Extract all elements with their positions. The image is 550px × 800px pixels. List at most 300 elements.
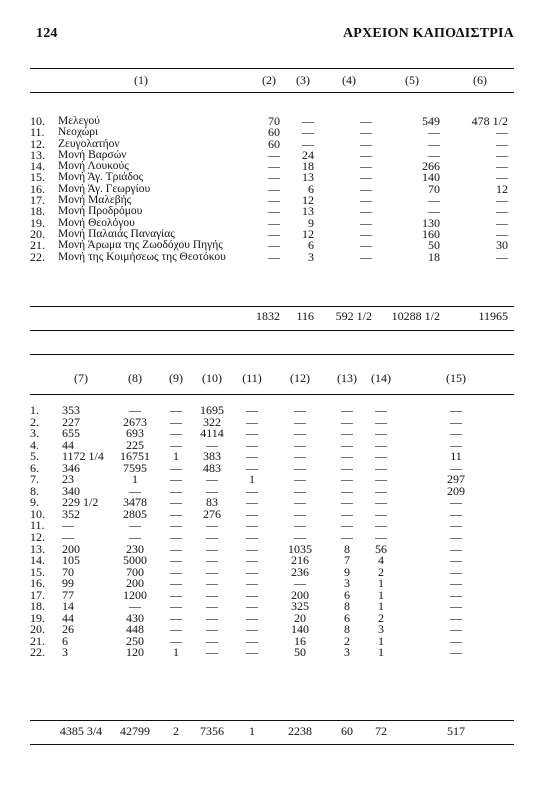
col-header-11: (11) — [242, 370, 262, 385]
cell-col-3: 12 — [302, 228, 314, 241]
table1-bottom-rule — [30, 330, 514, 331]
row-number: 16. — [30, 578, 45, 590]
total-3: 116 — [296, 309, 314, 323]
cell-col-7: 14 — [62, 601, 74, 613]
cell-col-2: — — [268, 195, 280, 207]
cell-col-15: — — [450, 428, 462, 440]
cell-col-7: 200 — [62, 543, 80, 556]
cell-col-5: 549 — [422, 116, 440, 128]
cell-col-2: — — [268, 217, 280, 229]
cell-col-6: — — [496, 228, 508, 241]
cell-col-13: 6 — [344, 589, 350, 602]
cell-col-6: — — [496, 251, 508, 263]
row-number: 20. — [30, 228, 45, 241]
cell-col-14: 1 — [378, 589, 384, 602]
cell-col-2: — — [268, 149, 280, 162]
table1-totals-rule — [30, 306, 514, 307]
cell-col-15: — — [450, 416, 462, 429]
cell-col-14: 3 — [378, 624, 384, 636]
cell-col-7: 227 — [62, 416, 80, 429]
cell-col-14: — — [375, 428, 387, 440]
col-header-6: (6) — [473, 72, 487, 87]
cell-col-13: — — [341, 497, 353, 509]
cell-col-5: — — [428, 195, 440, 207]
cell-col-7: 3 — [62, 647, 68, 660]
table-row — [30, 555, 514, 567]
cell-col-11: — — [246, 451, 258, 463]
cell-col-5: — — [428, 138, 440, 150]
row-number: 22. — [30, 647, 45, 660]
cell-col-6: 12 — [496, 183, 508, 196]
cell-col-11: — — [246, 520, 258, 533]
cell-col-15: — — [450, 566, 462, 579]
row-number: 6. — [30, 462, 39, 475]
cell-col-5: 18 — [428, 251, 440, 263]
col-header-4: (4) — [342, 72, 356, 87]
cell-col-14: 2 — [378, 566, 384, 579]
col-header-2: (2) — [262, 72, 276, 87]
row-number: 1. — [30, 405, 39, 417]
cell-col-11: 1 — [249, 474, 255, 486]
cell-col-12: 50 — [294, 647, 306, 660]
row-number: 9. — [30, 497, 39, 509]
cell-col-8: — — [129, 485, 141, 498]
place-name: Μονή Παλαιάς Παναγίας — [58, 228, 175, 240]
cell-col-3: — — [302, 116, 314, 128]
cell-col-13: — — [341, 474, 353, 486]
place-name: Μονή Άρωμα της Ζωοδόχου Πηγής — [58, 240, 223, 252]
table-row — [30, 139, 514, 150]
cell-col-3: 6 — [308, 240, 314, 252]
cell-col-5: 130 — [422, 217, 440, 229]
cell-col-9: — — [170, 635, 182, 648]
cell-col-12: 200 — [291, 589, 309, 602]
cell-col-10: — — [206, 635, 218, 648]
cell-col-8: 1 — [132, 474, 138, 486]
cell-col-7: — — [62, 520, 74, 533]
cell-col-13: — — [341, 428, 353, 440]
cell-col-8: 693 — [126, 428, 144, 440]
running-title: ΑΡΧΕΙΟΝ ΚΑΠΟΔΙΣΤΡΙΑ — [343, 26, 514, 41]
row-number: 11. — [30, 520, 45, 533]
cell-col-7: 655 — [62, 428, 80, 440]
table-row — [30, 206, 514, 217]
cell-col-11: — — [246, 497, 258, 509]
row-number: 13. — [30, 149, 45, 162]
row-number: 5. — [30, 451, 39, 463]
cell-col-7: 340 — [62, 485, 80, 498]
cell-col-8: 7595 — [123, 462, 147, 475]
cell-col-3: 12 — [302, 195, 314, 207]
cell-col-13: — — [341, 532, 353, 544]
table-row — [30, 532, 514, 544]
row-number: 20. — [30, 624, 45, 636]
cell-col-15: — — [450, 508, 462, 521]
cell-col-4: — — [360, 138, 372, 150]
cell-col-13: — — [341, 508, 353, 521]
table-row — [30, 116, 514, 127]
cell-col-10: 483 — [203, 462, 221, 475]
place-name: Μονή Άγ. Γεωργίου — [58, 183, 151, 195]
table-row — [30, 486, 514, 498]
cell-col-11: — — [246, 566, 258, 579]
cell-col-3: 3 — [308, 251, 314, 263]
col-header-9: (9) — [169, 370, 183, 385]
cell-col-14: 1 — [378, 647, 384, 660]
cell-col-13: — — [341, 405, 353, 417]
col-header-12: (12) — [290, 370, 310, 385]
cell-col-9: — — [170, 520, 182, 533]
place-name: Μονή Λουκούς — [58, 161, 129, 173]
row-number: 11. — [30, 127, 45, 139]
cell-col-12: — — [294, 451, 306, 463]
cell-col-2: 60 — [268, 127, 280, 139]
table-row — [30, 636, 514, 648]
cell-col-8: 2673 — [123, 416, 147, 429]
cell-col-6: 30 — [496, 240, 508, 252]
cell-col-15: — — [450, 462, 462, 475]
cell-col-14: — — [375, 485, 387, 498]
table-row — [30, 509, 514, 521]
row-number: 14. — [30, 555, 45, 567]
table-row — [30, 544, 514, 556]
cell-col-15: — — [450, 624, 462, 636]
row-number: 18. — [30, 601, 45, 613]
table-row — [30, 624, 514, 636]
total-6: 11965 — [478, 309, 508, 323]
cell-col-11: — — [246, 624, 258, 636]
cell-col-9: — — [170, 601, 182, 613]
cell-col-9: — — [170, 485, 182, 498]
table-row — [30, 463, 514, 475]
cell-col-10: 322 — [203, 416, 221, 429]
table-row — [30, 520, 514, 532]
cell-col-8: 430 — [126, 612, 144, 625]
cell-col-14: 56 — [375, 543, 387, 556]
col-header-8: (8) — [128, 370, 142, 385]
cell-col-4: — — [360, 183, 372, 196]
cell-col-8: — — [129, 532, 141, 544]
cell-col-9: — — [170, 543, 182, 556]
table-row — [30, 127, 514, 138]
row-number: 21. — [30, 240, 45, 252]
cell-col-15: — — [450, 601, 462, 613]
cell-col-5: 70 — [428, 183, 440, 196]
cell-col-10: — — [206, 647, 218, 660]
cell-col-13: — — [341, 416, 353, 429]
table-row — [30, 451, 514, 463]
row-number: 16. — [30, 183, 45, 196]
cell-col-2: 60 — [268, 138, 280, 150]
table-row — [30, 578, 514, 590]
cell-col-13: 7 — [344, 555, 350, 567]
cell-col-11: — — [246, 543, 258, 556]
table-row — [30, 172, 514, 183]
row-number: 2. — [30, 416, 39, 429]
cell-col-7: 353 — [62, 405, 80, 417]
cell-col-3: 13 — [302, 206, 314, 218]
cell-col-14: — — [375, 520, 387, 533]
total-11: 1 — [249, 724, 255, 738]
cell-col-3: — — [302, 127, 314, 139]
cell-col-10: — — [206, 543, 218, 556]
cell-col-5: 160 — [422, 228, 440, 241]
cell-col-4: — — [360, 195, 372, 207]
cell-col-9: — — [170, 474, 182, 486]
cell-col-11: — — [246, 439, 258, 452]
cell-col-3: — — [302, 138, 314, 150]
cell-col-13: — — [341, 485, 353, 498]
cell-col-15: — — [450, 612, 462, 625]
cell-col-10: — — [206, 555, 218, 567]
cell-col-5: 50 — [428, 240, 440, 252]
cell-col-12: — — [294, 508, 306, 521]
cell-col-4: — — [360, 172, 372, 184]
cell-col-2: — — [268, 172, 280, 184]
total-13: 60 — [341, 724, 353, 738]
cell-col-11: — — [246, 601, 258, 613]
row-number: 19. — [30, 612, 45, 625]
cell-col-13: 6 — [344, 612, 350, 625]
row-number: 18. — [30, 206, 45, 218]
place-name: Μονή Μαλεβής — [58, 195, 132, 207]
cell-col-7: 105 — [62, 555, 80, 567]
cell-col-11: — — [246, 405, 258, 417]
cell-col-10: — — [206, 601, 218, 613]
table-row — [30, 497, 514, 509]
cell-col-6: — — [496, 217, 508, 229]
row-number: 4. — [30, 439, 39, 452]
cell-col-6: — — [496, 127, 508, 139]
cell-col-2: — — [268, 251, 280, 263]
row-number: 10. — [30, 116, 45, 128]
cell-col-6: — — [496, 138, 508, 150]
cell-col-7: 6 — [62, 635, 68, 648]
row-number: 15. — [30, 566, 45, 579]
total-14: 72 — [375, 724, 387, 738]
row-number: 3. — [30, 428, 39, 440]
cell-col-8: 250 — [126, 635, 144, 648]
cell-col-5: 266 — [422, 161, 440, 173]
cell-col-4: — — [360, 127, 372, 139]
cell-col-5: 140 — [422, 172, 440, 184]
cell-col-8: — — [129, 601, 141, 613]
row-number: 12. — [30, 532, 45, 544]
total-9: 2 — [173, 724, 179, 738]
cell-col-10: 276 — [203, 508, 221, 521]
row-number: 15. — [30, 172, 45, 184]
cell-col-3: 18 — [302, 161, 314, 173]
cell-col-9: — — [170, 405, 182, 417]
cell-col-5: — — [428, 149, 440, 162]
table1-body — [30, 116, 514, 263]
table-row — [30, 218, 514, 229]
cell-col-11: — — [246, 416, 258, 429]
col-header-7: (7) — [74, 370, 88, 385]
cell-col-7: 99 — [62, 578, 74, 590]
cell-col-15: — — [450, 439, 462, 452]
cell-col-15: — — [450, 647, 462, 660]
cell-col-6: — — [496, 161, 508, 173]
cell-col-9: — — [170, 555, 182, 567]
cell-col-11: — — [246, 647, 258, 660]
cell-col-6: — — [496, 195, 508, 207]
table2-header — [30, 368, 514, 388]
cell-col-11: — — [246, 635, 258, 648]
cell-col-10: — — [206, 589, 218, 602]
cell-col-9: — — [170, 589, 182, 602]
table-row — [30, 474, 514, 486]
cell-col-5: — — [428, 206, 440, 218]
table1-top-rule — [30, 68, 514, 69]
table-row — [30, 567, 514, 579]
cell-col-12: — — [294, 474, 306, 486]
cell-col-3: 24 — [302, 149, 314, 162]
cell-col-8: 3478 — [123, 497, 147, 509]
cell-col-13: — — [341, 439, 353, 452]
cell-col-14: — — [375, 439, 387, 452]
cell-col-12: 216 — [291, 555, 309, 567]
total-12: 2238 — [288, 724, 312, 738]
cell-col-10: — — [206, 566, 218, 579]
cell-col-13: 2 — [344, 635, 350, 648]
table-row — [30, 590, 514, 602]
row-number: 12. — [30, 138, 45, 150]
cell-col-12: — — [294, 439, 306, 452]
cell-col-12: — — [294, 532, 306, 544]
cell-col-12: 20 — [294, 612, 306, 625]
cell-col-6: — — [496, 206, 508, 218]
cell-col-13: 3 — [344, 578, 350, 590]
row-number: 17. — [30, 589, 45, 602]
col-header-1: (1) — [134, 72, 148, 87]
cell-col-11: — — [246, 612, 258, 625]
total-15: 517 — [447, 724, 465, 738]
cell-col-7: 352 — [62, 508, 80, 521]
cell-col-8: 200 — [126, 578, 144, 590]
col-header-14: (14) — [371, 370, 391, 385]
cell-col-14: — — [375, 416, 387, 429]
cell-col-4: — — [360, 206, 372, 218]
cell-col-15: — — [450, 589, 462, 602]
cell-col-12: — — [294, 462, 306, 475]
cell-col-11: — — [246, 508, 258, 521]
cell-col-7: 23 — [62, 474, 74, 486]
cell-col-7: 26 — [62, 624, 74, 636]
cell-col-15: — — [450, 405, 462, 417]
cell-col-6: — — [496, 149, 508, 162]
cell-col-10: 383 — [203, 451, 221, 463]
cell-col-14: 2 — [378, 612, 384, 625]
cell-col-8: 120 — [126, 647, 144, 660]
place-name: Μονή Θεολόγου — [58, 217, 135, 229]
cell-col-8: 2805 — [123, 508, 147, 521]
cell-col-13: 9 — [344, 566, 350, 579]
cell-col-10: — — [206, 612, 218, 625]
col-header-13: (13) — [337, 370, 357, 385]
cell-col-12: — — [294, 578, 306, 590]
total-8: 42799 — [120, 724, 150, 738]
place-name: Μονή Άγ. Τριάδος — [58, 172, 144, 184]
cell-col-15: 11 — [450, 451, 462, 463]
cell-col-9: 1 — [173, 647, 179, 660]
table-row — [30, 229, 514, 240]
cell-col-10: — — [206, 485, 218, 498]
cell-col-15: — — [450, 578, 462, 590]
cell-col-9: — — [170, 439, 182, 452]
page-number: 124 — [36, 26, 58, 41]
cell-col-11: — — [246, 532, 258, 544]
row-number: 10. — [30, 508, 45, 521]
table-row — [30, 428, 514, 440]
table2-totals — [30, 723, 514, 739]
table2-header-rule — [30, 394, 514, 395]
place-name: Μελεγού — [58, 116, 100, 127]
cell-col-4: — — [360, 217, 372, 229]
cell-col-12: — — [294, 416, 306, 429]
cell-col-15: 209 — [447, 485, 465, 498]
table-row — [30, 252, 514, 263]
cell-col-12: — — [294, 428, 306, 440]
cell-col-12: 236 — [291, 566, 309, 579]
cell-col-11: — — [246, 428, 258, 440]
cell-col-11: — — [246, 462, 258, 475]
cell-col-3: 6 — [308, 183, 314, 196]
cell-col-7: — — [62, 532, 74, 544]
place-name: Μονή Βαρσών — [58, 149, 127, 161]
cell-col-9: — — [170, 612, 182, 625]
cell-col-8: 448 — [126, 624, 144, 636]
cell-col-14: — — [375, 474, 387, 486]
cell-col-14: — — [375, 497, 387, 509]
cell-col-4: — — [360, 251, 372, 263]
cell-col-12: — — [294, 405, 306, 417]
cell-col-7: 1172 1/4 — [62, 451, 104, 463]
table2-body — [30, 405, 514, 659]
table2-top-rule — [30, 354, 514, 355]
cell-col-14: — — [375, 508, 387, 521]
cell-col-9: — — [170, 578, 182, 590]
cell-col-12: — — [294, 485, 306, 498]
cell-col-10: — — [206, 474, 218, 486]
cell-col-11: — — [246, 578, 258, 590]
cell-col-8: 230 — [126, 543, 144, 556]
cell-col-5: — — [428, 127, 440, 139]
col-header-5: (5) — [405, 72, 419, 87]
table-row — [30, 440, 514, 452]
cell-col-11: — — [246, 485, 258, 498]
cell-col-14: 4 — [378, 555, 384, 567]
cell-col-14: — — [375, 532, 387, 544]
place-name: Μονή Προδρόμου — [58, 206, 143, 218]
cell-col-3: 9 — [308, 217, 314, 229]
cell-col-12: 140 — [291, 624, 309, 636]
cell-col-13: 8 — [344, 543, 350, 556]
cell-col-13: — — [341, 462, 353, 475]
cell-col-11: — — [246, 589, 258, 602]
cell-col-10: 4114 — [200, 428, 224, 440]
table-row — [30, 613, 514, 625]
cell-col-14: — — [375, 405, 387, 417]
cell-col-8: — — [129, 520, 141, 533]
cell-col-3: 13 — [302, 172, 314, 184]
cell-col-2: — — [268, 161, 280, 173]
cell-col-15: — — [450, 520, 462, 533]
cell-col-6: — — [496, 172, 508, 184]
row-number: 21. — [30, 635, 45, 648]
cell-col-14: 1 — [378, 635, 384, 648]
cell-col-8: 5000 — [123, 555, 147, 567]
